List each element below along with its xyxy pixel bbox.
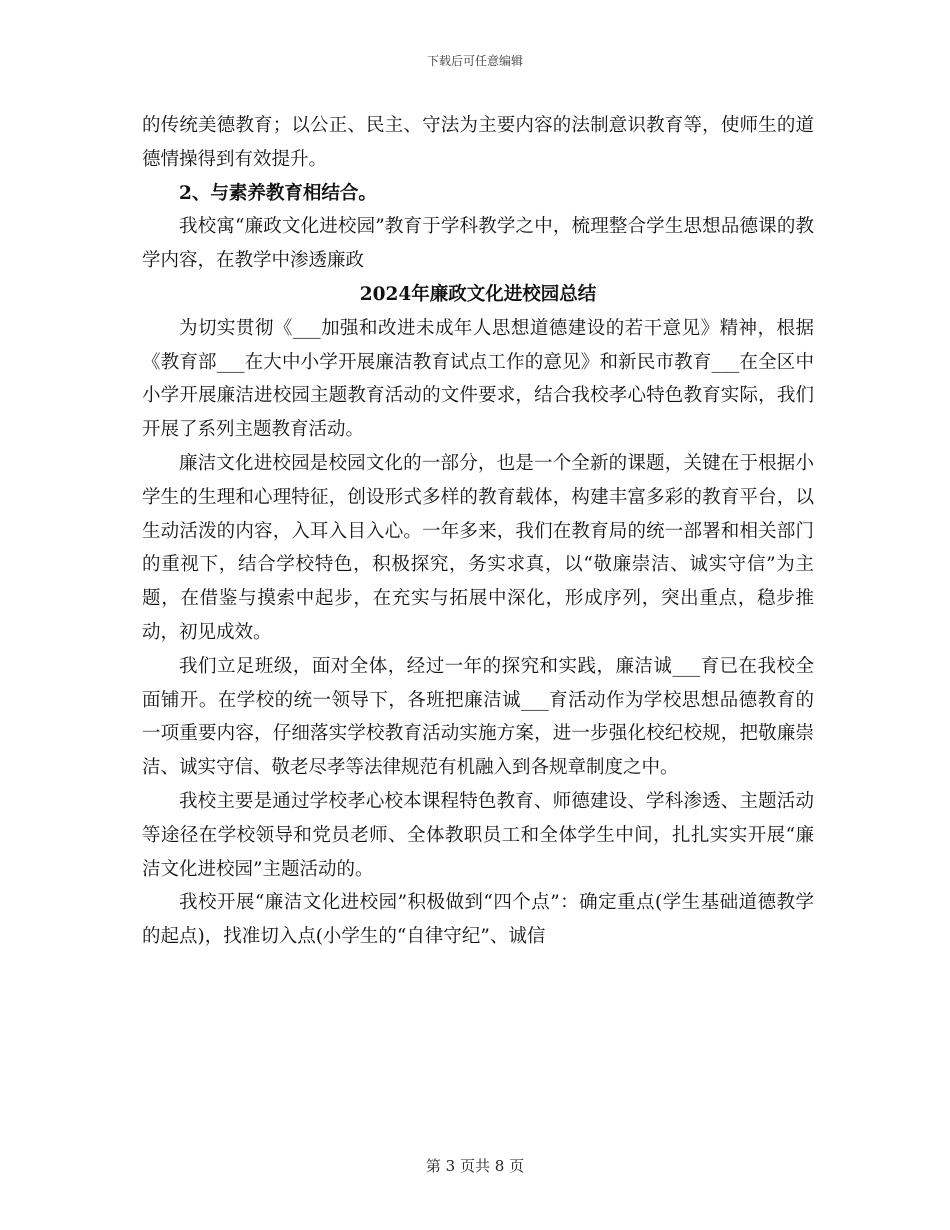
paragraph: 我校寓“廉政文化进校园”教育于学科教学之中，梳理整合学生思想品德课的教学内容，在教学中渗透廉政: [142, 216, 814, 272]
document-title: 2024年廉政文化进校园总结: [359, 283, 597, 305]
paragraph: 我们立足班级，面对全体，经过一年的探究和实践，廉洁诚___育已在我校全面铺开。在学校的统一领导下，各班把廉洁诚___育活动作为学校思想品德教育的一项重要内容，仔细落实学校教育活动实施方案，进一步强化校纪校规，把敬廉崇洁、诚实守信、敬老尽孝等法律规范有机融入到各规章制度之中。: [142, 655, 814, 779]
document-body: [142, 109, 814, 954]
page-number-footer: 第 3 页共 8 页: [425, 1157, 525, 1175]
page-header: 下载后可任意编辑: [426, 54, 523, 68]
section-heading: 2、与素养教育相结合。: [179, 182, 377, 204]
paragraph: 我校主要是通过学校孝心校本课程特色教育、师德建设、学科渗透、主题活动等途径在学校领导和党员老师、全体教职员工和全体学生中间，扎扎实实开展“廉洁文化进校园”主题活动的。: [142, 790, 814, 880]
paragraph: 廉洁文化进校园是校园文化的一部分，也是一个全新的课题，关键在于根据小学生的生理和心理特征，创设形式多样的教育载体，构建丰富多彩的教育平台，以生动活泼的内容，入耳入目入心。一年多来，我们在教育局的统一部署和相关部门的重视下，结合学校特色，积极探究，务实求真，以“敬廉崇洁、诚实守信”为主题，在借鉴与摸索中起步，在充实与拓展中深化，形成序列，突出重点，稳步推动，初见成效。: [142, 452, 814, 643]
paragraph-continued: 的传统美德教育；以公正、民主、守法为主要内容的法制意识教育等，使师生的道德情操得到有效提升。: [142, 115, 814, 170]
paragraph: 我校开展“廉洁文化进校园”积极做到“四个点”：确定重点(学生基础道德教学的起点)，找准切入点(小学生的“自律守纪”、诚信: [142, 892, 814, 948]
paragraph: 为切实贯彻《___加强和改进未成年人思想道德建设的若干意见》精神，根据《教育部___在大中小学开展廉洁教育试点工作的意见》和新民市教育___在全区中小学开展廉洁进校园主题教育活动的文件要求，结合我校孝心特色教育实际，我们开展了系列主题教育活动。: [142, 317, 814, 441]
